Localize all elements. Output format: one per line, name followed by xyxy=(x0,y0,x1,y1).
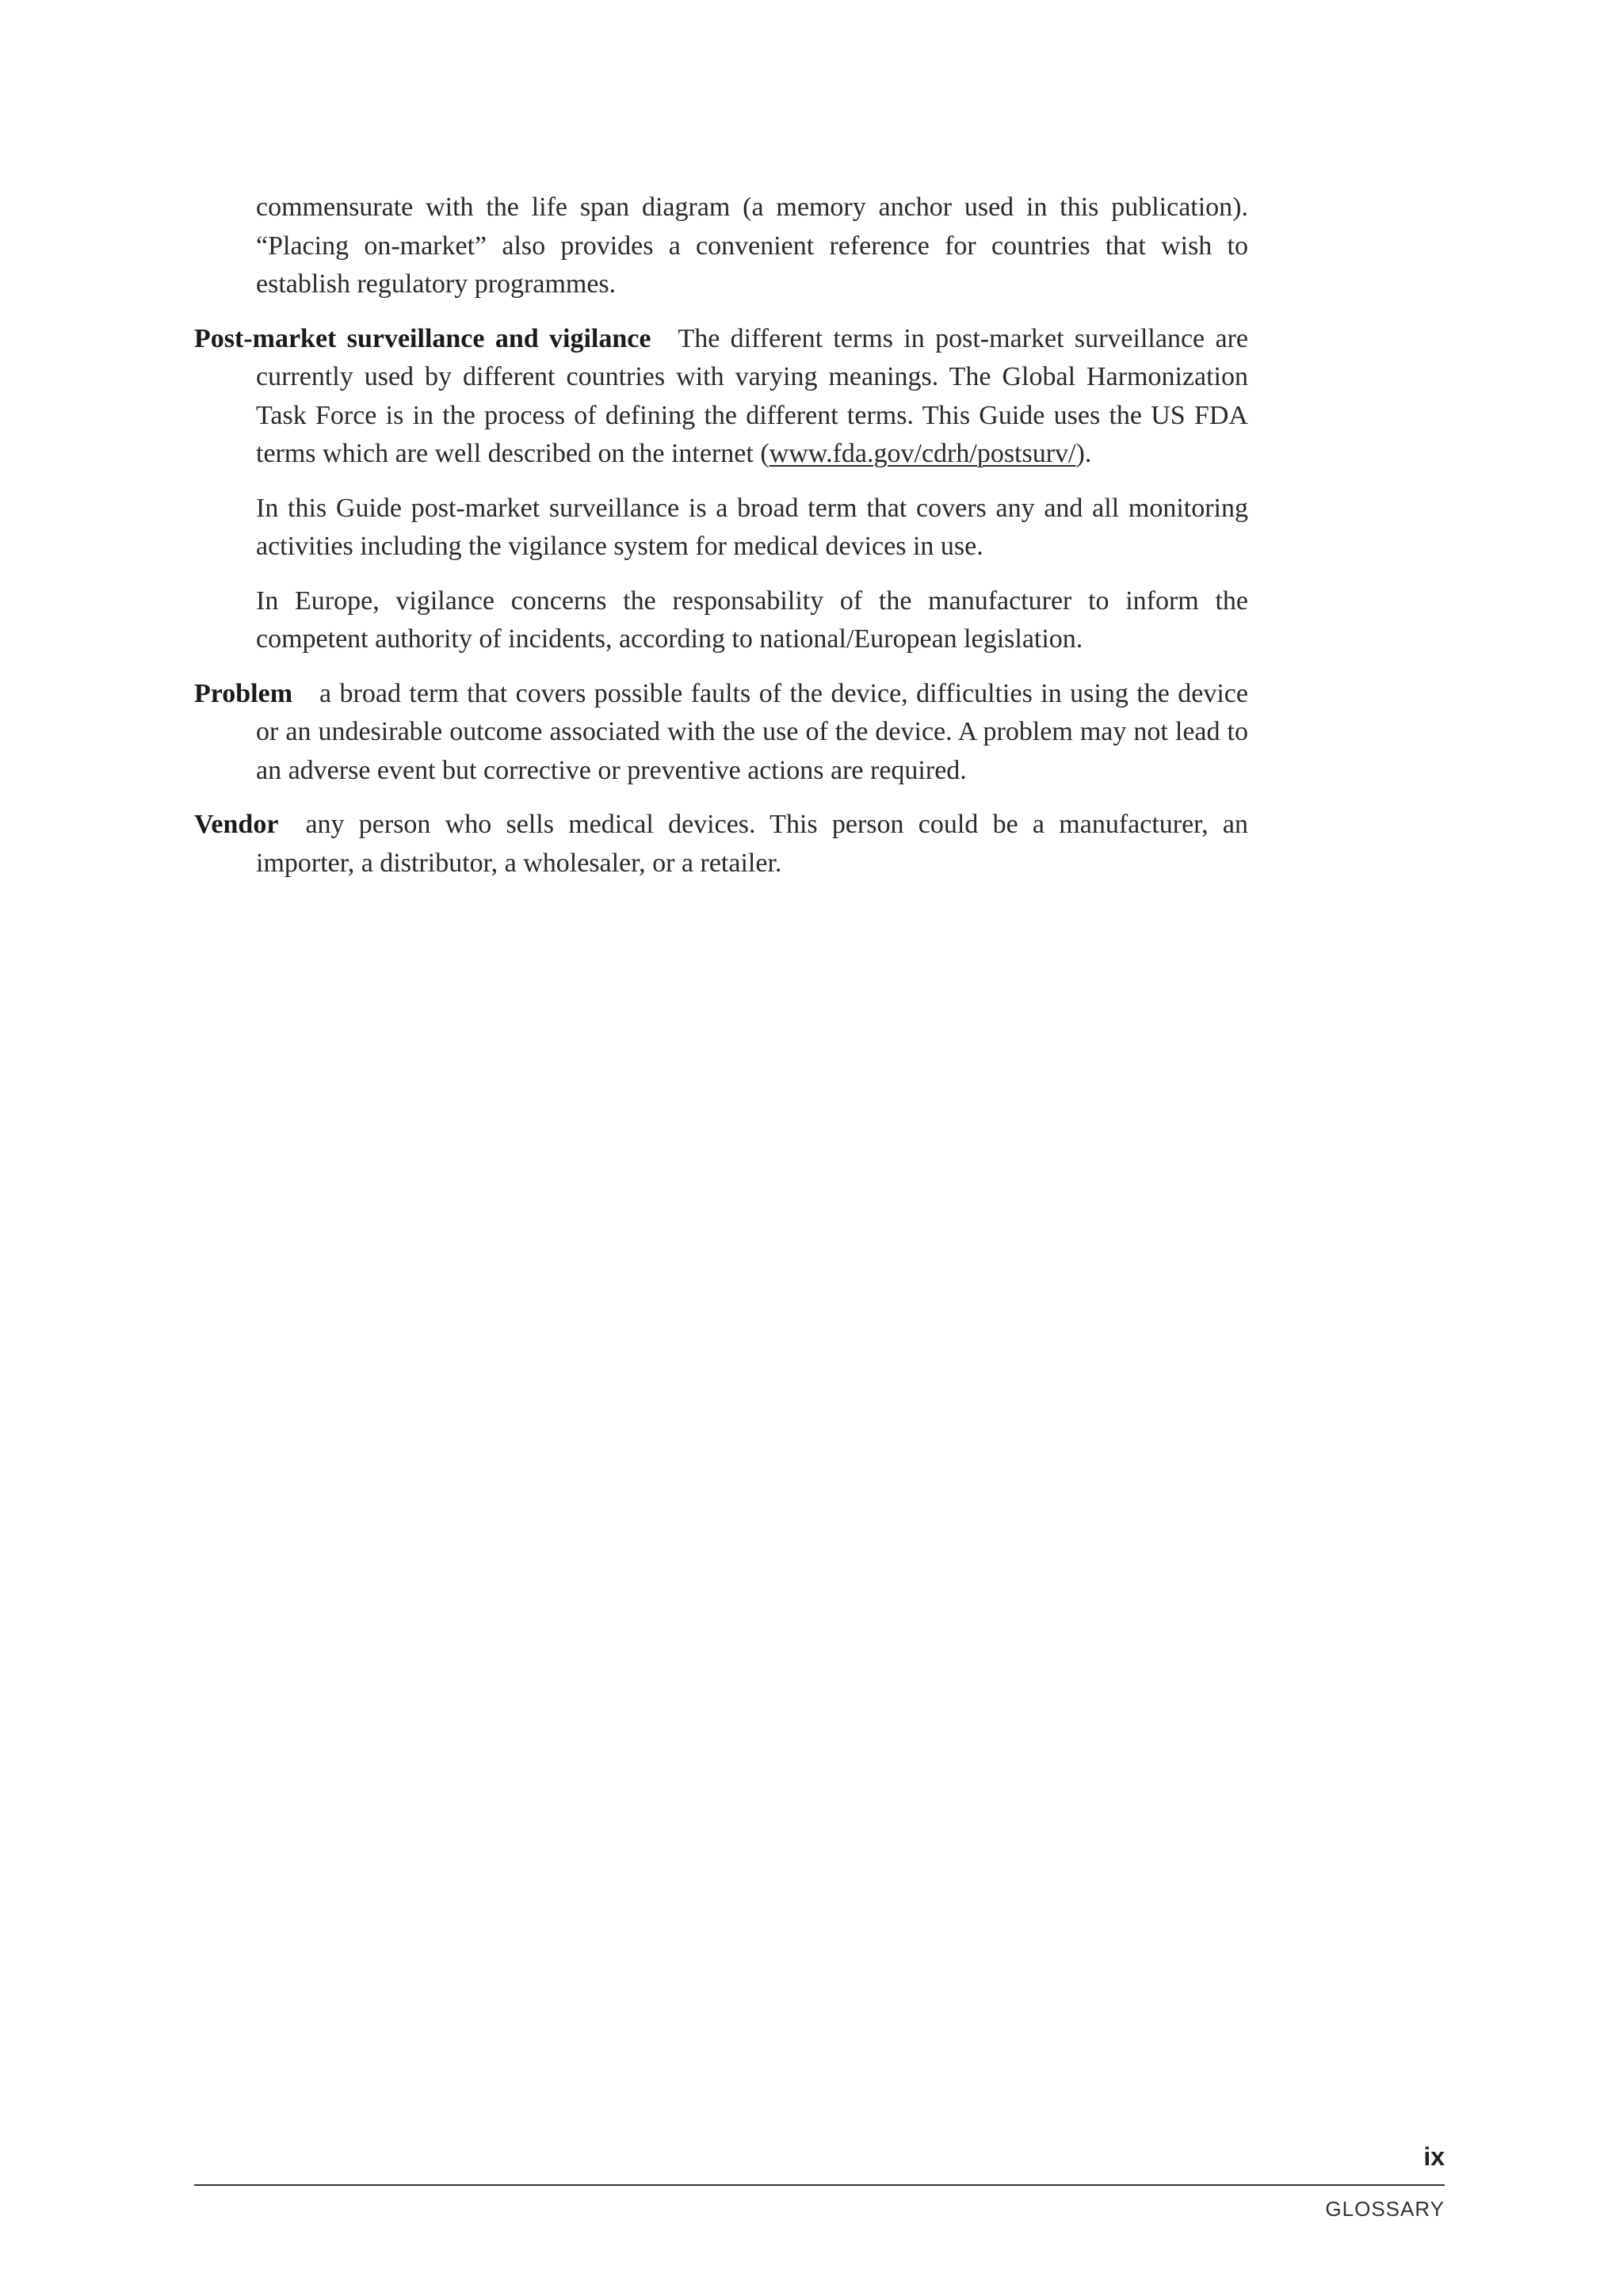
glossary-subparagraph: In Europe, vigilance concerns the responsability of the manufacturer to inform the competent authority of incidents, according to national/European legislation. xyxy=(256,585,1248,654)
page-number: ix xyxy=(1423,2142,1445,2171)
fda-postsurv-link[interactable]: www.fda.gov/cdrh/postsurv/ xyxy=(769,439,1076,468)
glossary-definition: any person who sells medical devices. This person could be a manufacturer, an importer, a distributor, a wholesaler, or a retailer. xyxy=(256,810,1248,878)
glossary-definition-end: ). xyxy=(1075,439,1092,468)
glossary-term: Problem xyxy=(194,678,293,708)
glossary-subparagraph: In this Guide post-market surveillance is a broad term that covers any and all monitoring activities including the vigilance system for medical devices in use. xyxy=(256,493,1248,561)
glossary-definition: The different terms in post-market surveillance are currently used by different countries with varying meanings. The Global Harmonization Task Force is in the process of defining the different terms. This Guide uses the US FDA terms which are well described on the internet ( xyxy=(256,323,1248,468)
glossary-content xyxy=(194,189,1248,898)
glossary-term: Vendor xyxy=(194,810,279,839)
glossary-entry-problem xyxy=(194,675,1248,791)
glossary-entry-post-market-surveillance xyxy=(194,320,1248,474)
glossary-entry-vendor xyxy=(194,806,1248,883)
continuation-paragraph: commensurate with the life span diagram (a memory anchor used in this publication). “Placing on-market” also provides a convenient reference for countries that wish to establish regulatory programmes. xyxy=(256,193,1248,299)
glossary-term: Post-market surveillance and vigilance xyxy=(194,323,651,353)
running-footer-section: GLOSSARY xyxy=(1325,2197,1445,2221)
footer-divider xyxy=(194,2184,1445,2186)
glossary-definition: a broad term that covers possible faults of the device, difficulties in using the device or an undesirable outcome associated with the use of the device. A problem may not lead to an adverse event but corrective or preventive actions are required. xyxy=(256,678,1248,785)
